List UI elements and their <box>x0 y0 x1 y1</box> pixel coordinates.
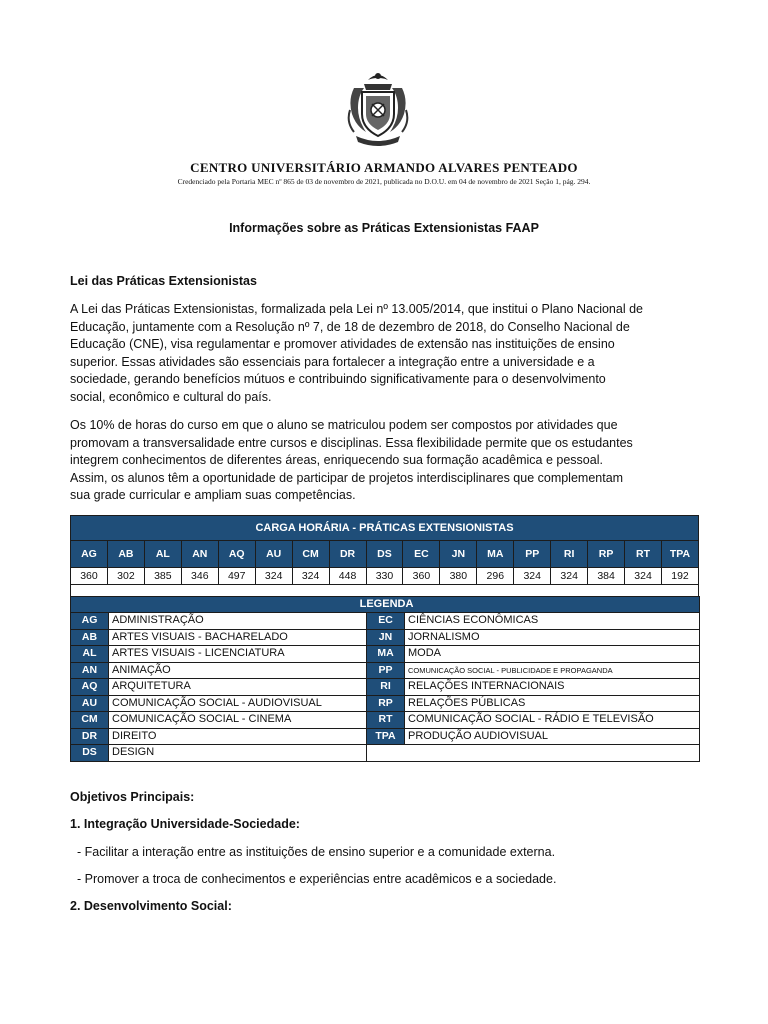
objectives-heading: Objetivos Principais: <box>70 790 195 804</box>
legend-row <box>71 712 700 729</box>
legend-name: COMUNICAÇÃO SOCIAL - CINEMA <box>109 712 367 729</box>
course-code-cell: AN <box>181 541 218 568</box>
course-hours-cell: 324 <box>625 568 662 585</box>
legend-row <box>71 613 700 630</box>
paragraph-line: superior. Essas atividades são essenciais para fortalecer a integração entre a universidade e a <box>70 354 595 369</box>
accreditation-text: Credenciado pela Portaria MEC nº 865 de 03 de novembro de 2021, publicada no D.O.U. em 04 de novembro de 2021 Seção 1, pág. 294. <box>177 177 591 186</box>
course-code-cell: MA <box>477 541 514 568</box>
legend-code: JN <box>367 629 405 646</box>
legend-code: EC <box>367 613 405 630</box>
objective-1-title: 1. Integração Universidade-Sociedade: <box>70 817 300 831</box>
objective-1-bullet: - Facilitar a interação entre as instituições de ensino superior e a comunidade externa. <box>77 845 556 859</box>
legend-name: RELAÇÕES INTERNACIONAIS <box>405 679 700 696</box>
course-hours-cell: 497 <box>218 568 255 585</box>
legend-row <box>71 646 700 663</box>
legend-name: JORNALISMO <box>405 629 700 646</box>
paragraph-line: social, econômico e cultural do país. <box>70 389 272 404</box>
paragraph-line: sua grade curricular e ampliam suas competências. <box>70 488 356 503</box>
course-hours-row <box>71 568 699 585</box>
legend-title: LEGENDA <box>71 597 700 613</box>
legend-row <box>71 629 700 646</box>
course-code-cell: RI <box>551 541 588 568</box>
course-code-cell: RP <box>588 541 625 568</box>
legend-name: RELAÇÕES PÚBLICAS <box>405 695 700 712</box>
paragraph-line: Educação (CNE), visa regulamentar e promover atividades de extensão nas instituições de ensino <box>70 337 615 352</box>
objective-2-title: 2. Desenvolvimento Social: <box>70 899 232 913</box>
legend-row <box>71 745 700 762</box>
legend-code: AG <box>71 613 109 630</box>
legend-name: PRODUÇÃO AUDIOVISUAL <box>405 728 700 745</box>
course-hours-cell: 192 <box>662 568 699 585</box>
legend-row <box>71 679 700 696</box>
legend-code: RI <box>367 679 405 696</box>
institution-name: CENTRO UNIVERSITÁRIO ARMANDO ALVARES PENTEADO <box>190 160 578 175</box>
course-hours-cell: 324 <box>514 568 551 585</box>
course-codes-row <box>71 541 699 568</box>
paragraph-1 <box>70 301 700 407</box>
course-code-cell: AU <box>255 541 292 568</box>
paragraph-2 <box>70 417 700 505</box>
objective-1-bullet: - Promover a troca de conhecimentos e experiências entre acadêmicos e a sociedade. <box>77 872 557 886</box>
course-code-cell: AL <box>144 541 181 568</box>
course-code-cell: CM <box>292 541 329 568</box>
legend-name: ANIMAÇÃO <box>109 662 367 679</box>
legend-code: MA <box>367 646 405 663</box>
legend-name: CIÊNCIAS ECONÔMICAS <box>405 613 700 630</box>
course-hours-cell: 330 <box>366 568 403 585</box>
workload-table-title: CARGA HORÁRIA - PRÁTICAS EXTENSIONISTAS <box>71 516 699 541</box>
course-hours-cell: 324 <box>292 568 329 585</box>
legend-empty-cell <box>367 745 700 762</box>
legend-name: ARTES VISUAIS - LICENCIATURA <box>109 646 367 663</box>
course-hours-cell: 324 <box>255 568 292 585</box>
legend-row <box>71 695 700 712</box>
course-code-cell: RT <box>625 541 662 568</box>
course-code-cell: AB <box>107 541 144 568</box>
course-hours-cell: 360 <box>403 568 440 585</box>
course-hours-cell: 346 <box>181 568 218 585</box>
course-hours-cell: 324 <box>551 568 588 585</box>
legend-code: AB <box>71 629 109 646</box>
legend-code: CM <box>71 712 109 729</box>
paragraph-line: integrem conhecimentos de diferentes áreas, enriquecendo sua formação acadêmica e pessoal. <box>70 453 603 468</box>
paragraph-line: promovam a transversalidade entre cursos e disciplinas. Essa flexibilidade permite que os estudantes <box>70 435 633 450</box>
paragraph-line: sociedade, gerando benefícios mútuos e contribuindo significativamente para o desenvolvimento <box>70 372 606 387</box>
legend-name: MODA <box>405 646 700 663</box>
legend-code: AU <box>71 695 109 712</box>
course-code-cell: PP <box>514 541 551 568</box>
legend-table <box>70 596 700 762</box>
course-hours-cell: 380 <box>440 568 477 585</box>
legend-code: DR <box>71 728 109 745</box>
legend-name: COMUNICAÇÃO SOCIAL - AUDIOVISUAL <box>109 695 367 712</box>
legend-name: ARQUITETURA <box>109 679 367 696</box>
coat-of-arms-logo <box>346 70 410 152</box>
legend-code: AQ <box>71 679 109 696</box>
course-hours-cell: 448 <box>329 568 366 585</box>
course-code-cell: TPA <box>662 541 699 568</box>
paragraph-line: A Lei das Práticas Extensionistas, formalizada pela Lei nº 13.005/2014, que institui o Plano Nacional de <box>70 302 643 316</box>
paragraph-line: Educação, juntamente com a Resolução nº 7, de 18 de dezembro de 2018, do Conselho Nacional de <box>70 319 630 334</box>
course-hours-cell: 360 <box>71 568 108 585</box>
document-title: Informações sobre as Práticas Extensionistas FAAP <box>229 221 539 235</box>
course-hours-cell: 384 <box>588 568 625 585</box>
section-heading: Lei das Práticas Extensionistas <box>70 274 257 288</box>
legend-row <box>71 662 700 679</box>
legend-code: PP <box>367 662 405 679</box>
legend-code: AN <box>71 662 109 679</box>
course-code-cell: AG <box>71 541 108 568</box>
legend-name: ADMINISTRAÇÃO <box>109 613 367 630</box>
legend-code: AL <box>71 646 109 663</box>
legend-code: DS <box>71 745 109 762</box>
legend-name: COMUNICAÇÃO SOCIAL - RÁDIO E TELEVISÃO <box>405 712 700 729</box>
course-hours-cell: 385 <box>144 568 181 585</box>
legend-name: COMUNICAÇÃO SOCIAL - PUBLICIDADE E PROPAGANDA <box>405 662 700 679</box>
course-code-cell: JN <box>440 541 477 568</box>
paragraph-line: Os 10% de horas do curso em que o aluno se matriculou podem ser compostos por atividades que <box>70 418 618 432</box>
workload-table <box>70 515 699 601</box>
course-hours-cell: 302 <box>107 568 144 585</box>
legend-name: DIREITO <box>109 728 367 745</box>
course-hours-cell: 296 <box>477 568 514 585</box>
legend-code: RP <box>367 695 405 712</box>
course-code-cell: DS <box>366 541 403 568</box>
legend-code: RT <box>367 712 405 729</box>
legend-name: DESIGN <box>109 745 367 762</box>
legend-name: ARTES VISUAIS - BACHARELADO <box>109 629 367 646</box>
course-code-cell: EC <box>403 541 440 568</box>
course-code-cell: DR <box>329 541 366 568</box>
paragraph-line: Assim, os alunos têm a oportunidade de participar de projetos interdisciplinares que complementam <box>70 470 624 485</box>
course-code-cell: AQ <box>218 541 255 568</box>
legend-row <box>71 728 700 745</box>
legend-code: TPA <box>367 728 405 745</box>
